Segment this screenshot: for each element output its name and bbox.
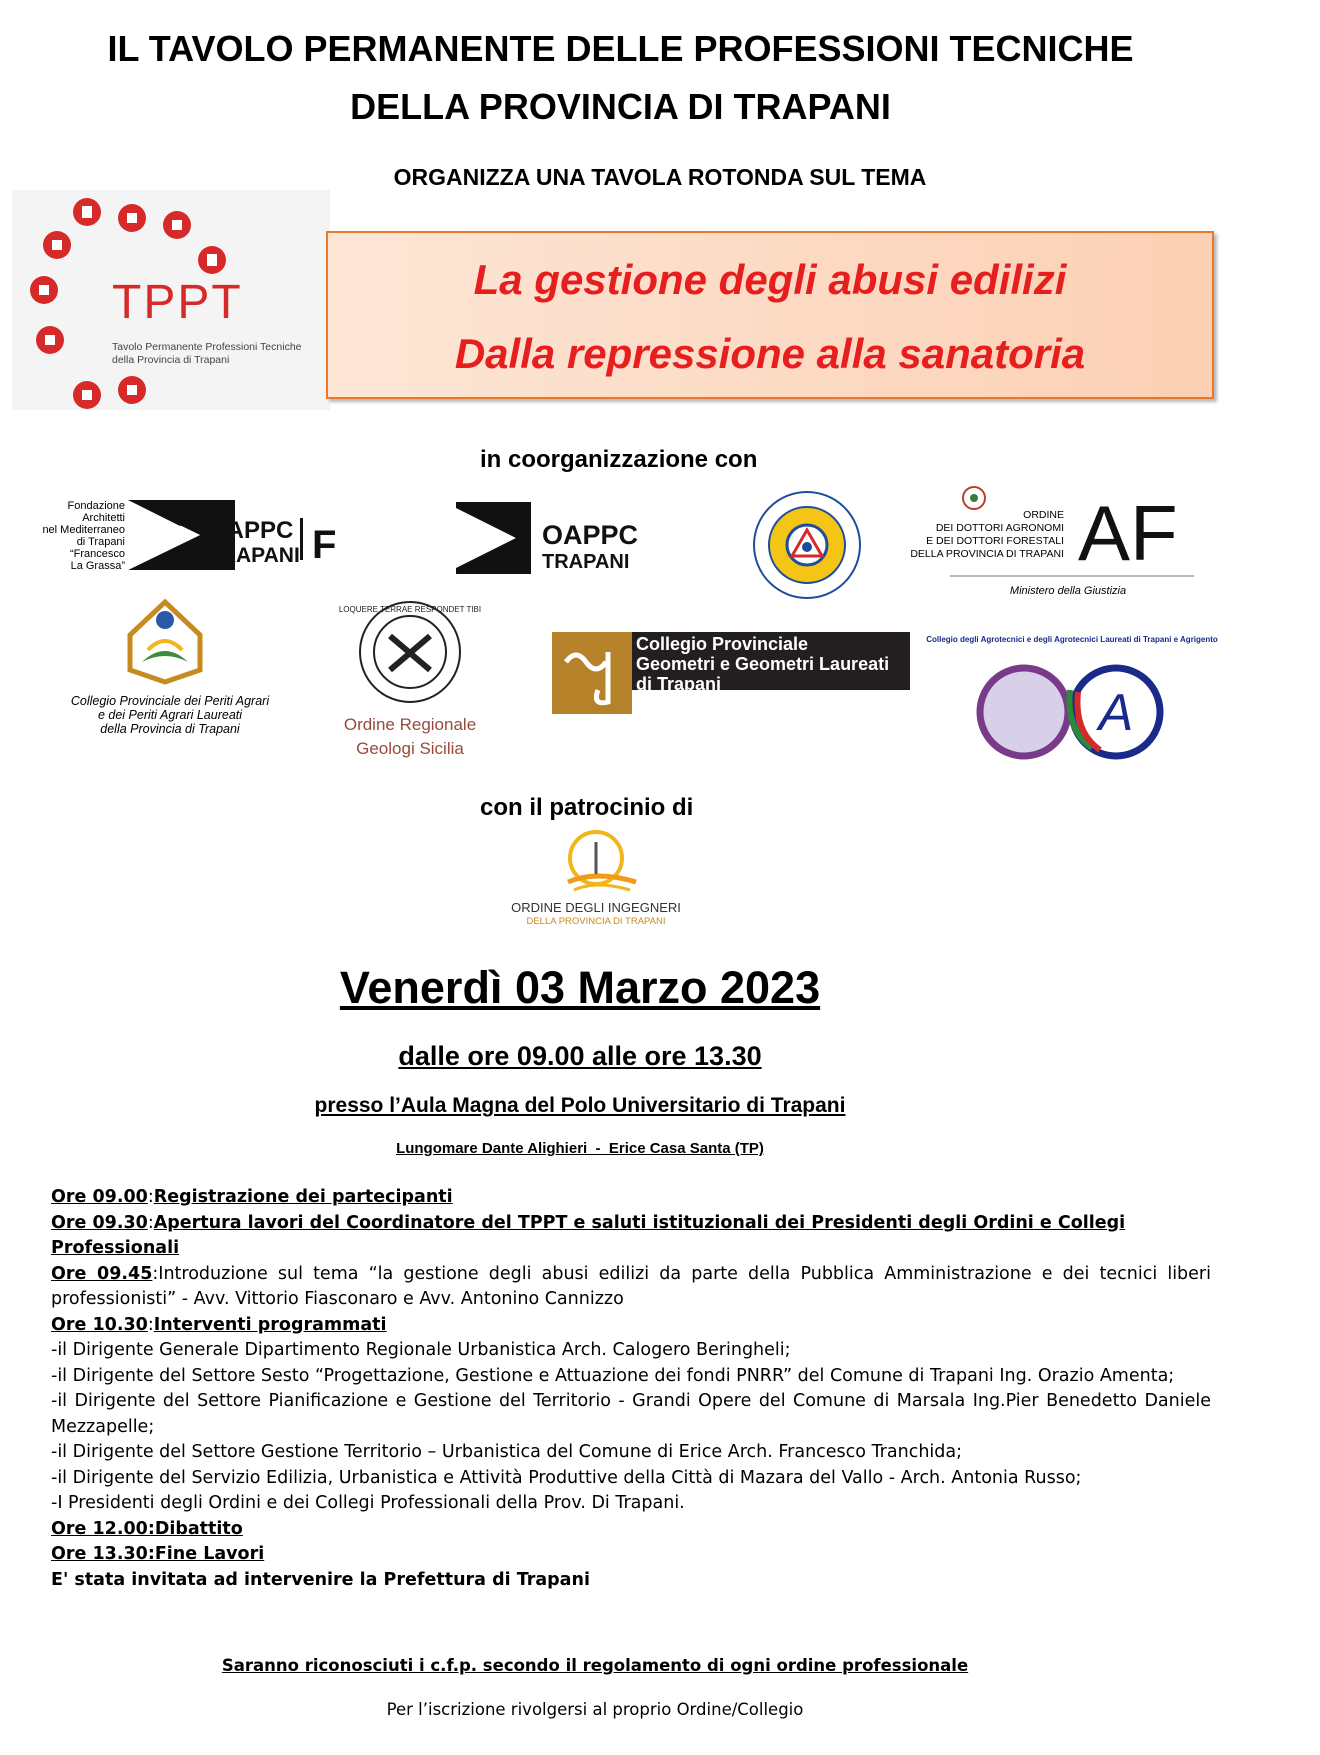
tppt-acronym: TPPT	[112, 276, 243, 329]
program-row-4: Ore 10.30:Interventi programmati	[51, 1314, 387, 1335]
r4-time: Ore 10.30	[51, 1314, 148, 1335]
fondazione-mark-1: OAPPC	[208, 517, 294, 544]
program-row-1: Ore 09.00:Registrazione dei partecipanti	[51, 1187, 453, 1207]
oappc-mark-2: TRAPANI	[542, 551, 630, 573]
tppt-line-2: della Provincia di Trapani	[112, 354, 230, 366]
agronomi-line-1: ORDINE	[1023, 509, 1064, 521]
geometri-logo	[552, 632, 912, 714]
program	[51, 1185, 1211, 1593]
geologi-line-2: Geologi Sicilia	[356, 739, 464, 758]
gear-seal-icon	[752, 490, 862, 600]
tppt-logo-ring-icon	[12, 190, 330, 410]
event-date: Venerdì 03 Marzo 2023	[339, 962, 821, 1013]
r2-time: Ore 09.30	[51, 1212, 148, 1233]
event-address: Lungomare Dante Alighieri - Erice Casa Santa (TP)	[396, 1140, 764, 1157]
r1-time: Ore 09.00	[51, 1187, 148, 1207]
periti-industriali-seal	[752, 490, 862, 600]
theme-line-2: Dalla repressione alla sanatoria	[454, 330, 1086, 377]
agronomi-ministry: Ministero della Giustizia	[1009, 585, 1127, 597]
fondazione-text-5: “Francesco	[69, 548, 125, 560]
periti-agrari-line-1: Collegio Provinciale dei Periti Agrari	[70, 694, 270, 708]
agronomi-line-2: DEI DOTTORI AGRONOMI	[935, 522, 1064, 534]
subtitle: ORGANIZZA UNA TAVOLA ROTONDA SUL TEMA	[393, 164, 927, 190]
r2-text: Apertura lavori del Coordinatore del TPPT e saluti istituzionali dei Presidenti degli Ordini e Collegi Professionali	[51, 1212, 1126, 1258]
fondazione-text-4: di Trapani	[76, 536, 125, 548]
tppt-line-1: Tavolo Permanente Professioni Tecniche	[112, 341, 302, 353]
fondazione-text-6: La Grassa”	[70, 560, 125, 572]
speaker-item: -il Dirigente del Settore Sesto “Progettazione, Gestione e Attuazione dei fondi PNRR” del Comune di Trapani Ing. Orazio Amenta;	[51, 1365, 1175, 1386]
geometri-line-3: di Trapani	[636, 674, 722, 694]
speaker-item: -il Dirigente del Settore Pianificazione e Gestione del Territorio - Grandi Opere del Comune di Marsala Ing.Pier Benedetto Daniele Mezzapelle;	[51, 1391, 1211, 1437]
footer-registration: Per l’iscrizione rivolgersi al proprio Ordine/Collegio	[386, 1700, 804, 1719]
event-time: dalle ore 09.00 alle ore 13.30	[398, 1041, 762, 1071]
footer-cfp: Saranno riconosciuti i c.f.p. secondo il regolamento di ogni ordine professionale	[221, 1656, 969, 1675]
r3-text: Introduzione sul tema “la gestione degli abusi edilizi da parte della Pubblica Amministrazione e dei tecnici liberi professionisti” - Avv. Vittorio Fiasconaro e Avv. Antonino Cannizzo	[51, 1263, 1211, 1309]
fondazione-text-2: Architetti	[82, 512, 125, 524]
program-note: E' stata invitata ad intervenire la Prefettura di Trapani	[51, 1569, 590, 1590]
fondazione-mark-3: F	[312, 523, 337, 567]
fondazione-text-1: Fondazione	[67, 500, 125, 512]
program-row-3: Ore 09.45:Introduzione sul tema “la gestione degli abusi edilizi da parte della Pubblica Amministrazione e dei tecnici liberi professionisti” - Avv. Vittorio Fiasconaro e Avv. Antonino Cannizzo	[51, 1263, 1211, 1309]
geometri-mark-icon	[552, 632, 632, 714]
fondazione-mark-2: TRAPANI	[208, 544, 300, 567]
periti-agrari-line-2: e dei Periti Agrari Laureati	[97, 708, 243, 722]
ingegneri-line-2: DELLA PROVINCIA DI TRAPANI	[526, 916, 666, 927]
speaker-item: -il Dirigente del Settore Gestione Territorio – Urbanistica del Comune di Erice Arch. Francesco Tranchida;	[51, 1442, 962, 1462]
ingegneri-logo	[496, 830, 696, 930]
speaker-item: -I Presidenti degli Ordini e dei Collegi Professionali della Prov. Di Trapani.	[51, 1493, 685, 1513]
event-venue: presso l’Aula Magna del Polo Universitario di Trapani	[314, 1094, 846, 1117]
speaker-item: -il Dirigente del Servizio Edilizia, Urbanistica e Attività Produttive della Città di Mazara del Vallo - Arch. Antonia Russo;	[51, 1467, 1082, 1488]
patronage-label: con il patrocinio di	[480, 794, 694, 821]
theme-box	[326, 231, 1214, 399]
agronomi-line-3: E DEI DOTTORI FORESTALI	[926, 535, 1064, 547]
agronomi-mark: AF	[1078, 489, 1178, 577]
agrotecnici-mark: A	[1098, 684, 1134, 742]
agrotecnici-logo	[926, 620, 1218, 760]
ingegneri-line-1: ORDINE DEGLI INGEGNERI	[511, 900, 681, 915]
geologi-ring-text: LOQUERE TERRAE RESPONDET TIBI	[338, 605, 482, 614]
landscape-icon	[980, 668, 1068, 756]
theme-line-1: La gestione degli abusi edilizi	[473, 256, 1067, 303]
coorg-label: in coorganizzazione con	[480, 446, 758, 473]
program-row-6: Ore 13.30:Fine Lavori	[51, 1544, 265, 1564]
agrotecnici-arc-text: Collegio degli Agrotecnici e degli Agrotecnici Laureati di Trapani e Agrigento	[926, 635, 1218, 644]
geometri-line-1: Collegio Provinciale	[636, 634, 809, 654]
title-line-2: DELLA PROVINCIA DI TRAPANI	[350, 86, 891, 127]
program-row-2: Ore 09.30:Apertura lavori del Coordinatore del TPPT e saluti istituzionali dei Presidenti degli Ordini e Collegi Professionali	[51, 1212, 1126, 1258]
agronomi-line-4: DELLA PROVINCIA DI TRAPANI	[910, 548, 1064, 560]
geologi-line-1: Ordine Regionale	[343, 715, 477, 734]
oappc-logo	[456, 502, 639, 574]
title-line-1: IL TAVOLO PERMANENTE DELLE PROFESSIONI TECNICHE	[107, 28, 1134, 69]
r3-time: Ore 09.45	[51, 1263, 153, 1284]
program-row-5: Ore 12.00:Dibattito	[51, 1518, 243, 1539]
agronomi-logo	[910, 482, 1198, 600]
fondazione-logo	[30, 498, 340, 574]
r1-text: Registrazione dei partecipanti	[153, 1187, 453, 1207]
geologi-logo	[332, 598, 492, 760]
r4-text: Interventi programmati	[153, 1314, 387, 1335]
oappc-mark-1: OAPPC	[542, 520, 639, 550]
geometri-line-2: Geometri e Geometri Laureati	[636, 654, 890, 674]
tppt-logo	[12, 190, 330, 410]
fondazione-text-3: nel Mediterraneo	[42, 524, 125, 536]
periti-agrari-logo	[60, 600, 290, 750]
periti-agrari-line-3: della Provincia di Trapani	[100, 722, 240, 736]
speaker-item: -il Dirigente Generale Dipartimento Regionale Urbanistica Arch. Calogero Beringheli;	[51, 1340, 791, 1360]
